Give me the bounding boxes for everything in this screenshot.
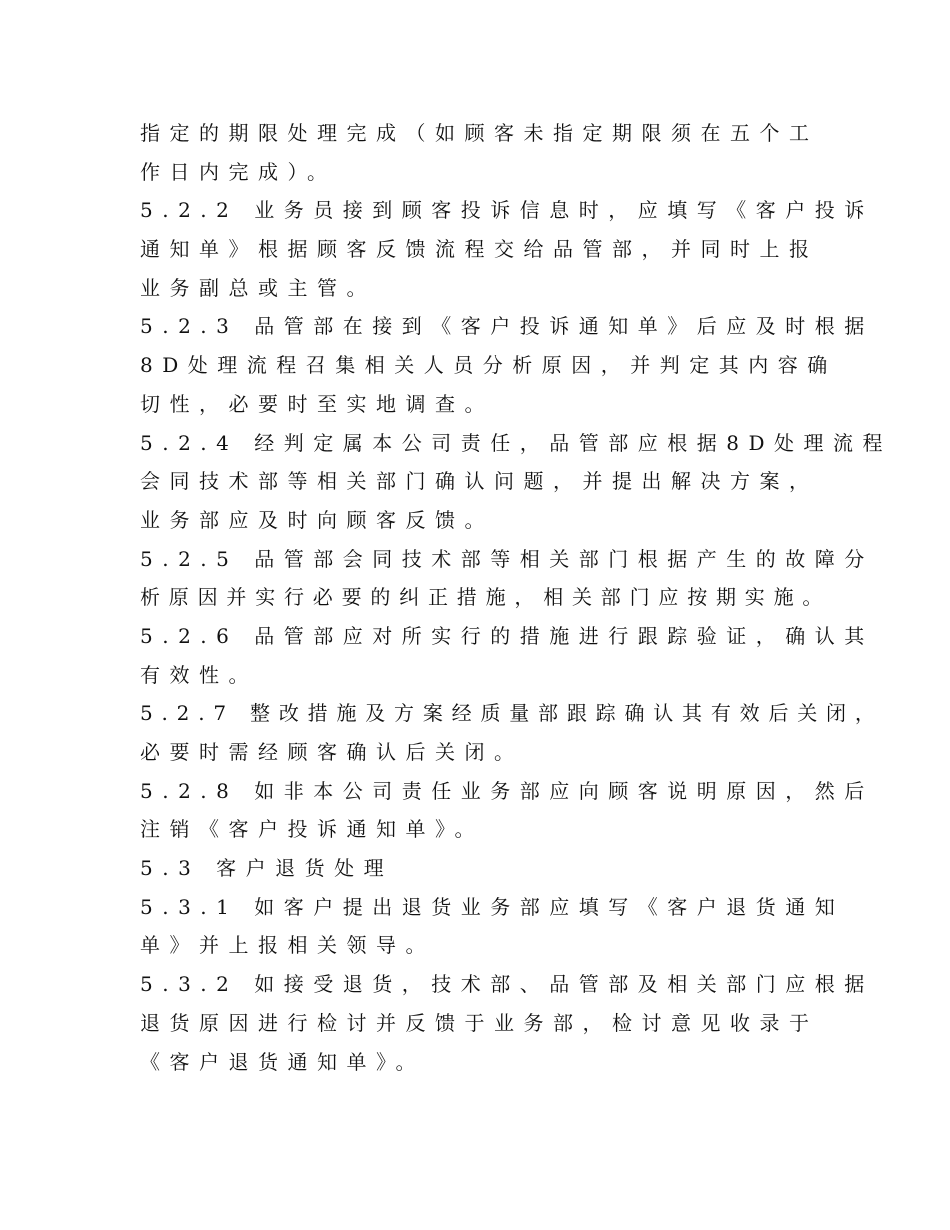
text-line: 退货原因进行检讨并反馈于业务部，检讨意见收录于	[140, 1010, 819, 1035]
text-line: 指定的期限处理完成（如顾客未指定期限须在五个工	[140, 121, 819, 145]
section-heading: 5.3 客户退货处理	[140, 856, 394, 881]
text-line: 5.2.2 业务员接到顾客投诉信息时，应填写《客户投诉	[140, 198, 874, 223]
text-line: 业务副总或主管。	[140, 275, 376, 300]
text-line: 《客户退货通知单》。	[140, 1049, 425, 1074]
text-line: 单》并上报相关领导。	[140, 933, 435, 958]
text-line: 5.2.7 整改措施及方案经质量部跟踪确认其有效后关闭，	[140, 701, 884, 726]
text-line: 会同技术部等相关部门确认问题，并提出解决方案，	[140, 469, 819, 494]
text-line: 注销《客户投诉通知单》。	[140, 817, 484, 842]
text-line: 5.2.6 品管部应对所实行的措施进行跟踪验证，确认其	[140, 623, 874, 648]
text-line: 析原因并实行必要的纠正措施，相关部门应按期实施。	[140, 585, 832, 610]
text-line: 通知单》根据顾客反馈流程交给品管部，并同时上报	[140, 237, 819, 262]
document-body	[140, 114, 893, 1081]
text-line: 5.2.3 品管部在接到《客户投诉通知单》后应及时根据	[140, 314, 874, 339]
text-line: 切性，必要时至实地调查。	[140, 391, 494, 416]
text-line: 8D处理流程召集相关人员分析原因，并判定其内容确	[140, 353, 837, 378]
text-line: 5.3.1 如客户提出退货业务部应填写《客户退货通知	[140, 894, 845, 919]
text-line: 5.3.2 如接受退货，技术部、品管部及相关部门应根据	[140, 972, 874, 997]
text-line: 必要时需经顾客确认后关闭。	[140, 740, 524, 764]
text-line: 5.2.8 如非本公司责任业务部应向顾客说明原因，然后	[140, 778, 874, 803]
text-line: 5.2.5 品管部会同技术部等相关部门根据产生的故障分	[140, 546, 874, 571]
text-line: 作日内完成）。	[140, 159, 337, 184]
text-line: 有效性。	[140, 662, 258, 687]
text-line: 业务部应及时向顾客反馈。	[140, 507, 494, 532]
text-line: 5.2.4 经判定属本公司责任，品管部应根据8D处理流程	[140, 430, 893, 455]
